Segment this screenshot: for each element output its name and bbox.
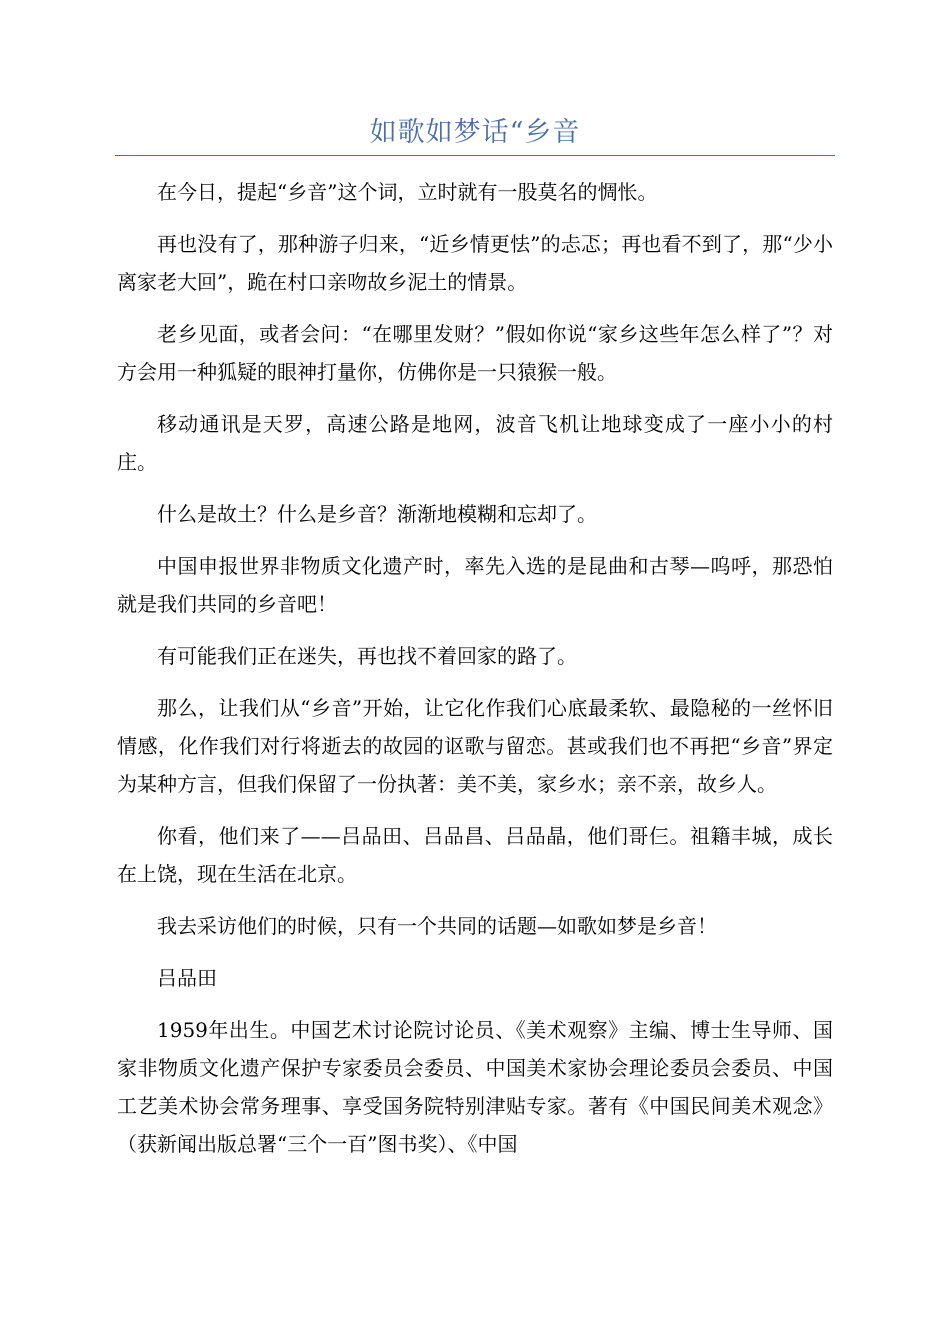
paragraph: 在今日，提起“乡音”这个词，立时就有一股莫名的惆怅。 [157,180,658,204]
document-title: 如歌如梦话“乡音 [369,117,581,148]
paragraph: 再也没有了，那种游子归来，“近乡情更怯”的忐忑；再也看不到了，那“少小离家老大回”，跪在村口亲吻故乡泥土的情景。 [117,232,833,294]
paragraph: 有可能我们正在迷失，再也找不着回家的路了。 [157,644,577,668]
paragraph: 什么是故土？什么是乡音？渐渐地模糊和忘却了。 [157,502,597,526]
document-body [117,173,833,1177]
paragraph: 中国申报世界非物质文化遗产时，率先入选的是昆曲和古琴—呜呼，那恐怕就是我们共同的乡音吧！ [117,554,833,616]
paragraph: 那么，让我们从“乡音”开始，让它化作我们心底最柔软、最隐秘的一丝怀旧情感，化作我们对行将逝去的故园的讴歌与留恋。甚或我们也不再把“乡音”界定为某种方言，但我们保留了一份执著：美不美，家乡水；亲不亲，故乡人。 [117,696,833,796]
paragraph: 1959年出生。中国艺术讨论院讨论员、《美术观察》主编、博士生导师、国家非物质文化遗产保护专家委员会委员、中国美术家协会理论委员会委员、中国工艺美术协会常务理事、享受国务院特别津贴专家。著有《中国民间美术观念》（获新闻出版总署“三个一百”图书奖）、《中国 [117,1018,833,1156]
paragraph: 移动通讯是天罗，高速公路是地网，波音飞机让地球变成了一座小小的村庄。 [117,412,833,474]
section-heading: 吕品田 [157,966,217,990]
paragraph: 我去采访他们的时候，只有一个共同的话题—如歌如梦是乡音！ [157,914,717,938]
paragraph: 老乡见面，或者会问：“在哪里发财？”假如你说“家乡这些年怎么样了”？对方会用一种狐疑的眼神打量你，仿佛你是一只猿猴一般。 [117,322,833,384]
title-underline [115,155,835,156]
paragraph: 你看，他们来了——吕品田、吕品昌、吕品晶，他们哥仨。祖籍丰城，成长在上饶，现在生活在北京。 [117,824,833,886]
